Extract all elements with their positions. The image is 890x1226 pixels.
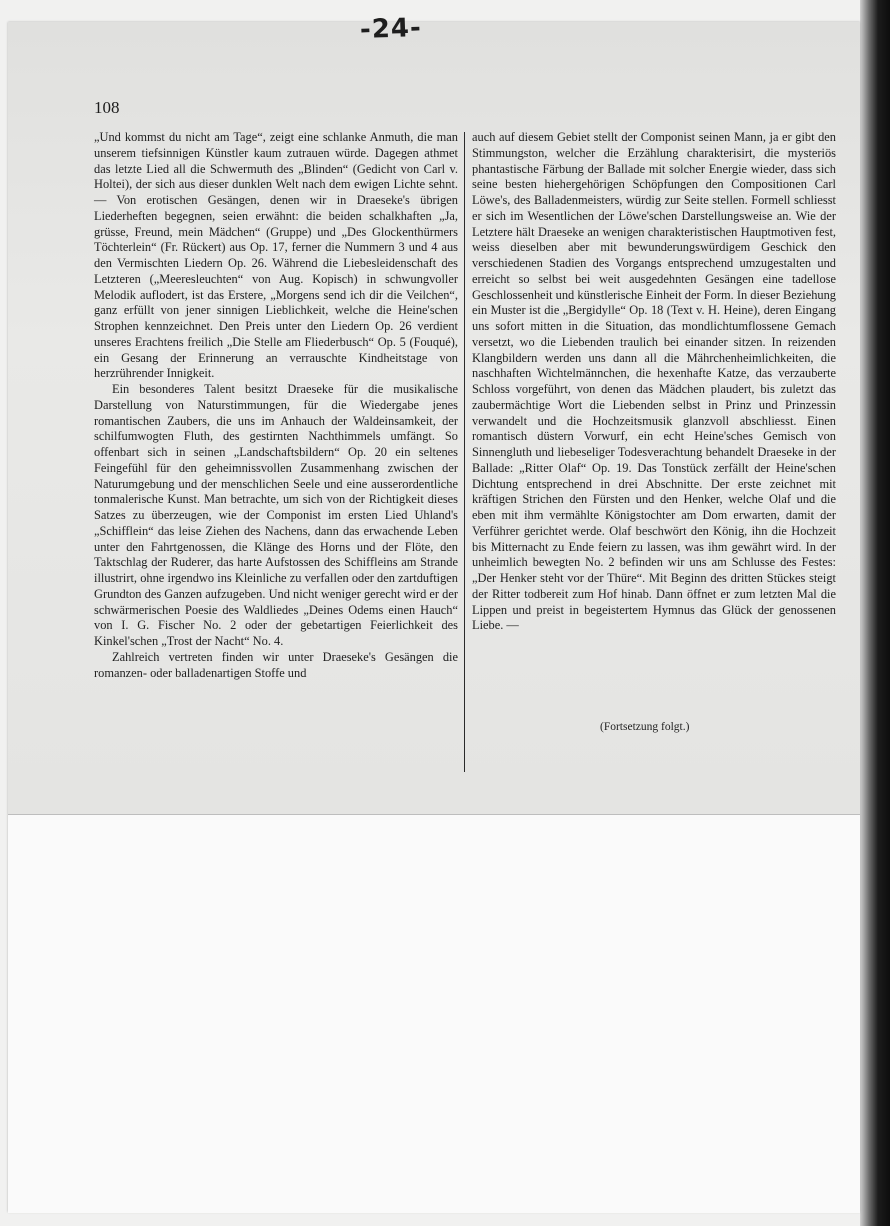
scanner-edge-shadow: [860, 0, 890, 1226]
clipping-blank-backing: [8, 814, 860, 1213]
left-text-column: [94, 130, 458, 681]
paragraph: „Und kommst du nicht am Tage“, zeigt eine schlanke Anmuth, die man unserem tiefsinnigen Künstler kaum zutrauen würde. Dagegen athmet das letzte Lied all die Schwermuth des „Blinden“ (Gedicht von Carl v. Holtei), der sich aus dieser dunklen Welt nach dem ewigen Lichte sehnt. — Von erotischen Gesängen, denen wir in Draeseke's übrigen Liederheften begegnen, seien erwähnt: die beiden schalkhaften „Ja, grüsse, Freund, mein Mädchen“ (Gruppe) und „Des Glockenthürmers Töchterlein“ (Fr. Rückert) aus Op. 17, ferner die Nummern 3 und 4 aus den Vermischten Liedern Op. 26. Während die Liebesleidenschaft des Letzteren („Meeresleuchten“ von Aug. Kopisch) in schwungvoller Melodik auflodert, ist das Erstere, „Morgens send ich dir die Veilchen“, ganz erfüllt von jener sinnigen Lieblichkeit, welche die Heine'schen Strophen kennzeichnet. Den Preis unter den Liedern Op. 26 verdient unseres Erachtens freilich „Die Stelle am Fliederbusch“ Op. 5 (Fouqué), ein Gesang der Erinnerung an verrauschte Kindheitstage von herzrührender Innigkeit.: [94, 130, 458, 381]
paragraph: auch auf diesem Gebiet stellt der Componist seinen Mann, ja er gibt den Stimmungston, welcher die Erzählung charakterisirt, die mysteriös phantastische Färbung der Ballade mit solcher Energie wieder, dass sich seine besten hiehergehörigen Schöpfungen den Compositionen Carl Löwe's, des Balladenmeisters, würdig zur Seite stellen. Formell schliesst er sich im Wesentlichen der Löwe'schen Darstellungsweise an. Wie der Letztere hält Draeseke an wenigen charakteristischen Hauptmotiven fest, weiss dieselben aber mit bewunderungswürdigem Geschick den verschiedenen Stadien des Vorgangs entsprechend umzugestalten und erreicht so selbst bei weit ausgedehnten Gesängen eine tadellose Geschlossenheit und künstlerische Einheit der Form. In dieser Beziehung ein Muster ist die „Bergidylle“ Op. 18 (Text v. H. Heine), deren Eingang uns sofort mitten in die Situation, das mondlichtumflossene Gemach versetzt, wo die Liebenden traulich bei einander sitzen. In reizenden Klangbildern werden uns dann all die Mährchenheimlichkeiten, die naschhaften Wichtelmännchen, die hexenhafte Katze, das verzauberte Schloss vorgeführt, von denen das Mädchen plaudert, bis zuletzt das zaubermächtige Wort die Liebenden selbst in Prinz und Prinzessin verwandelt und die Hochzeitsmusik glanzvoll abschliesst. Einen romantisch düstern Vorwurf, ein echt Heine'sches Gemisch von Sinnengluth und liebeseliger Todesverachtung behandelt Draeseke in der Ballade: „Ritter Olaf“ Op. 19. Das Tonstück zerfällt der Heine'schen Dichtung entsprechend in drei Abschnitte. Der erste zeichnet mit kräftigen Strichen den Fürsten und den Henker, welche Olaf und die eben mit ihm vermählte Königstochter am Dom erwarten, damit der Verführer gerichtet werde. Olaf beschwört den König, ihn die Hochzeit bis Mitternacht zu Ende feiern zu lassen, was ihm gewährt wird. In der unheimlich bewegten No. 2 befinden wir uns am Schlusse des Festes: „Der Henker steht vor der Thüre“. Mit Beginn des dritten Stückes steigt der Ritter todbereit zum Hof hinab. Dann öffnet er zum letzten Mal die Lippen und preist in begeistertem Hymnus das Glück der genossenen Liebe. —: [472, 130, 836, 633]
handwritten-page-mark: -24-: [359, 12, 423, 46]
paragraph: Ein besonderes Talent besitzt Draeseke für die musikalische Darstellung von Naturstimmungen, für die Wiedergabe jenes romantischen Zaubers, die uns im Anhauch der Waldeinsamkeit, der schilfumwogten Fluth, des gestirnten Nachthimmels umfängt. So offenbart sich in seinen „Landschaftsbildern“ Op. 20 ein seltenes Feingefühl für den geheimnissvollen Zusammenhang zwischen der Naturumgebung und der menschlichen Seele und eine ausserordentliche tonmalerische Kunst. Man betrachte, um sich von der Richtigkeit dieses Satzes zu überzeugen, wie der Componist im ersten Lied Uhland's „Schifflein“ das leise Ziehen des Nachens, dann das erwachende Leben unter den Fahrtgenossen, die Klänge des Horns und der Flöte, den Taktschlag der Ruderer, das harte Aufstossen des Schiffleins am Strande illustrirt, ohne irgendwo ins Kleinliche zu verfallen oder den zartduftigen Grundton des Ganzen aufzugeben. Und nicht weniger gerecht wird er der schwärmerischen Poesie des Waldliedes „Deines Odems einen Hauch“ von I. G. Fischer No. 2 oder der gebetartigen Feierlichkeit des Kinkel'schen „Trost der Nacht“ No. 4.: [94, 382, 458, 648]
continuation-note: (Fortsetzung folgt.): [600, 721, 690, 733]
column-divider: [464, 132, 465, 772]
paragraph: Zahlreich vertreten finden wir unter Draeseke's Gesängen die romanzen- oder balladenartigen Stoffe und: [94, 649, 458, 680]
page-number: 108: [94, 98, 120, 117]
right-text-column: [472, 130, 836, 634]
